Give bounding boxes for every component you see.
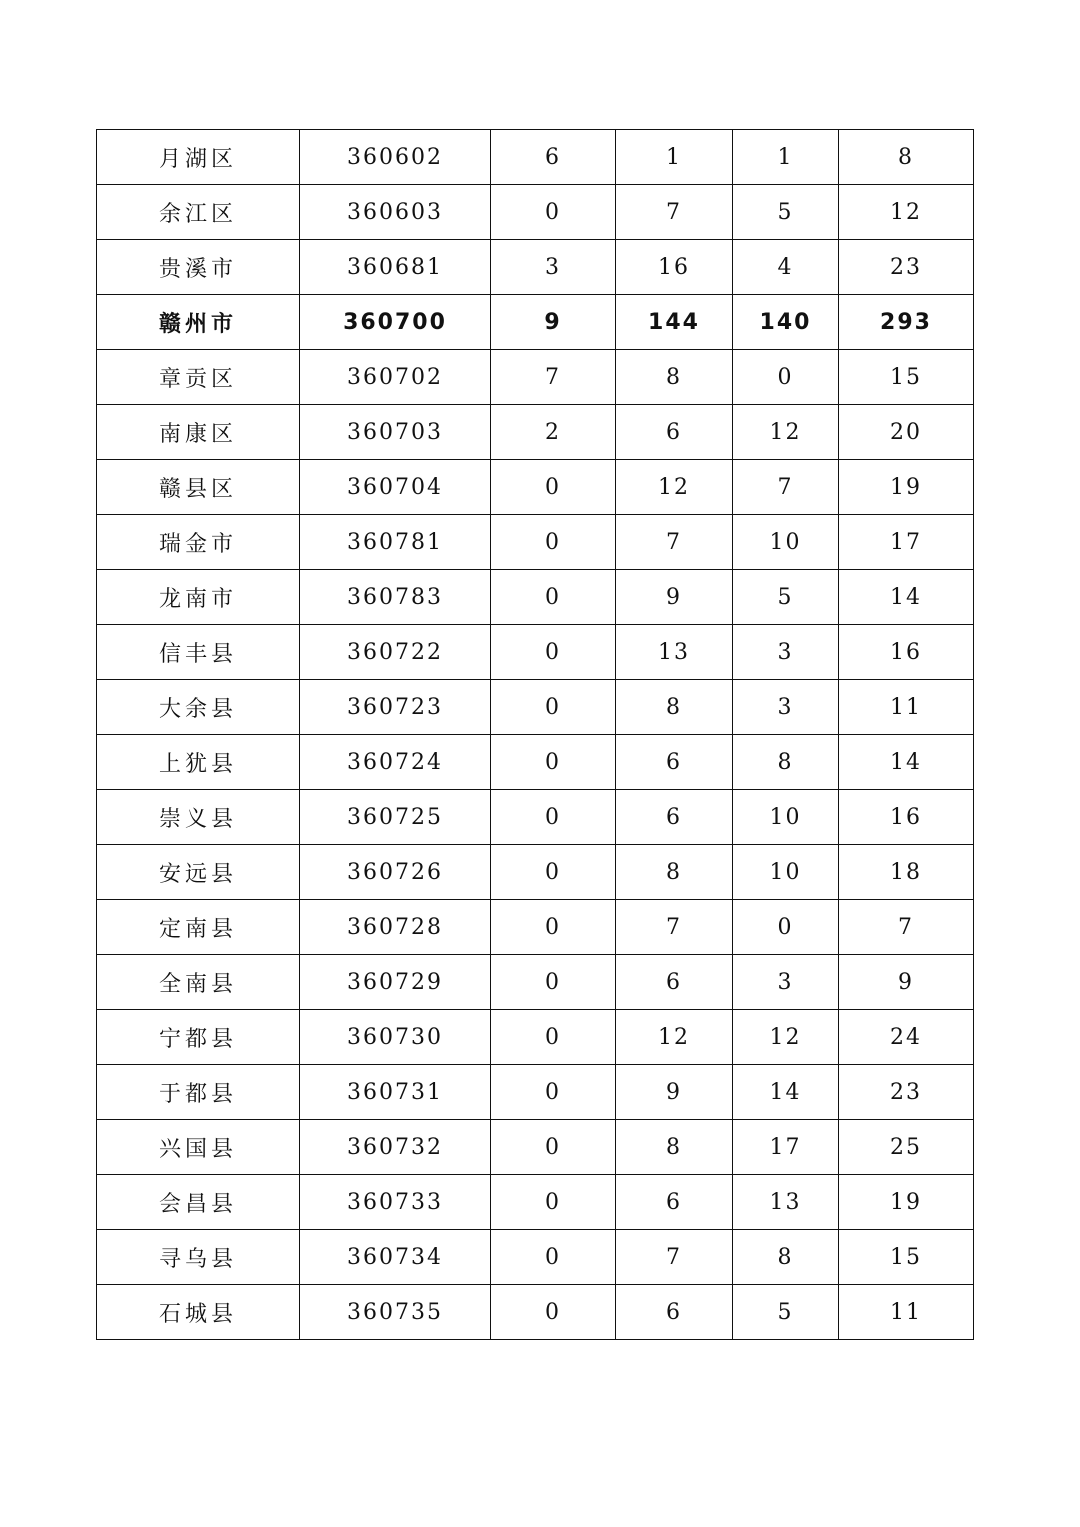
cell-value-1: 0 xyxy=(491,900,616,955)
cell-value-3: 3 xyxy=(733,680,839,735)
table-row xyxy=(97,130,974,185)
table-row xyxy=(97,1010,974,1065)
cell-value-3: 10 xyxy=(733,790,839,845)
table-row xyxy=(97,955,974,1010)
cell-value-1: 0 xyxy=(491,735,616,790)
cell-value-3: 3 xyxy=(733,955,839,1010)
cell-region-code: 360733 xyxy=(300,1175,491,1230)
table-row xyxy=(97,515,974,570)
table-row xyxy=(97,680,974,735)
table-row xyxy=(97,735,974,790)
cell-region-name: 宁都县 xyxy=(97,1010,300,1065)
table-row xyxy=(97,185,974,240)
cell-region-name: 赣州市 xyxy=(97,295,300,350)
cell-value-2: 9 xyxy=(616,570,733,625)
cell-value-2: 13 xyxy=(616,625,733,680)
cell-region-code: 360732 xyxy=(300,1120,491,1175)
cell-value-3: 13 xyxy=(733,1175,839,1230)
cell-total: 16 xyxy=(839,625,974,680)
cell-region-name: 安远县 xyxy=(97,845,300,900)
cell-value-3: 140 xyxy=(733,295,839,350)
cell-region-code: 360724 xyxy=(300,735,491,790)
cell-value-3: 3 xyxy=(733,625,839,680)
cell-total: 15 xyxy=(839,1230,974,1285)
cell-value-1: 2 xyxy=(491,405,616,460)
cell-region-name: 章贡区 xyxy=(97,350,300,405)
table-row xyxy=(97,625,974,680)
cell-value-3: 1 xyxy=(733,130,839,185)
cell-region-code: 360700 xyxy=(300,295,491,350)
cell-value-1: 0 xyxy=(491,515,616,570)
cell-value-3: 5 xyxy=(733,185,839,240)
cell-region-code: 360734 xyxy=(300,1230,491,1285)
cell-region-code: 360723 xyxy=(300,680,491,735)
cell-value-2: 12 xyxy=(616,460,733,515)
cell-value-1: 0 xyxy=(491,460,616,515)
cell-value-3: 8 xyxy=(733,735,839,790)
cell-value-1: 0 xyxy=(491,570,616,625)
cell-region-code: 360681 xyxy=(300,240,491,295)
cell-region-code: 360702 xyxy=(300,350,491,405)
table-row xyxy=(97,1065,974,1120)
cell-value-3: 4 xyxy=(733,240,839,295)
cell-region-code: 360703 xyxy=(300,405,491,460)
cell-value-3: 12 xyxy=(733,1010,839,1065)
cell-region-name: 上犹县 xyxy=(97,735,300,790)
cell-value-1: 6 xyxy=(491,130,616,185)
table-row xyxy=(97,845,974,900)
cell-value-1: 0 xyxy=(491,1065,616,1120)
cell-value-3: 7 xyxy=(733,460,839,515)
cell-region-code: 360726 xyxy=(300,845,491,900)
cell-total: 293 xyxy=(839,295,974,350)
cell-region-code: 360729 xyxy=(300,955,491,1010)
cell-value-1: 0 xyxy=(491,790,616,845)
table-row xyxy=(97,900,974,955)
cell-region-code: 360603 xyxy=(300,185,491,240)
cell-value-2: 8 xyxy=(616,350,733,405)
cell-value-2: 7 xyxy=(616,185,733,240)
cell-value-2: 8 xyxy=(616,845,733,900)
cell-total: 16 xyxy=(839,790,974,845)
cell-value-2: 7 xyxy=(616,1230,733,1285)
cell-region-name: 崇义县 xyxy=(97,790,300,845)
cell-total: 18 xyxy=(839,845,974,900)
cell-value-1: 3 xyxy=(491,240,616,295)
cell-total: 17 xyxy=(839,515,974,570)
cell-value-2: 6 xyxy=(616,790,733,845)
cell-value-1: 0 xyxy=(491,1120,616,1175)
cell-total: 9 xyxy=(839,955,974,1010)
cell-value-1: 0 xyxy=(491,185,616,240)
table-row xyxy=(97,460,974,515)
cell-total: 19 xyxy=(839,460,974,515)
cell-value-2: 9 xyxy=(616,1065,733,1120)
cell-value-1: 0 xyxy=(491,1230,616,1285)
cell-region-code: 360781 xyxy=(300,515,491,570)
cell-value-3: 0 xyxy=(733,900,839,955)
cell-region-code: 360725 xyxy=(300,790,491,845)
table-row xyxy=(97,1120,974,1175)
cell-value-1: 0 xyxy=(491,680,616,735)
cell-total: 19 xyxy=(839,1175,974,1230)
cell-region-code: 360728 xyxy=(300,900,491,955)
cell-total: 14 xyxy=(839,735,974,790)
cell-value-3: 14 xyxy=(733,1065,839,1120)
cell-value-3: 5 xyxy=(733,570,839,625)
cell-region-name: 赣县区 xyxy=(97,460,300,515)
cell-value-2: 6 xyxy=(616,405,733,460)
cell-region-name: 大余县 xyxy=(97,680,300,735)
cell-value-1: 0 xyxy=(491,1285,616,1340)
cell-region-name: 石城县 xyxy=(97,1285,300,1340)
cell-value-2: 7 xyxy=(616,900,733,955)
cell-value-3: 5 xyxy=(733,1285,839,1340)
cell-value-3: 0 xyxy=(733,350,839,405)
table-row xyxy=(97,790,974,845)
cell-value-1: 0 xyxy=(491,955,616,1010)
cell-region-name: 全南县 xyxy=(97,955,300,1010)
cell-value-3: 10 xyxy=(733,845,839,900)
cell-value-1: 7 xyxy=(491,350,616,405)
cell-region-name: 龙南市 xyxy=(97,570,300,625)
table-row xyxy=(97,1285,974,1340)
cell-region-name: 瑞金市 xyxy=(97,515,300,570)
table-row xyxy=(97,240,974,295)
cell-value-1: 9 xyxy=(491,295,616,350)
cell-total: 23 xyxy=(839,240,974,295)
cell-region-name: 月湖区 xyxy=(97,130,300,185)
table-body xyxy=(97,130,974,1340)
cell-value-3: 10 xyxy=(733,515,839,570)
cell-value-1: 0 xyxy=(491,1010,616,1065)
cell-value-2: 6 xyxy=(616,1175,733,1230)
cell-total: 7 xyxy=(839,900,974,955)
cell-region-name: 信丰县 xyxy=(97,625,300,680)
table-row xyxy=(97,350,974,405)
cell-total: 15 xyxy=(839,350,974,405)
cell-value-2: 144 xyxy=(616,295,733,350)
cell-region-name: 南康区 xyxy=(97,405,300,460)
cell-value-3: 17 xyxy=(733,1120,839,1175)
table-row xyxy=(97,1175,974,1230)
cell-value-2: 8 xyxy=(616,1120,733,1175)
cell-value-1: 0 xyxy=(491,845,616,900)
cell-region-name: 寻乌县 xyxy=(97,1230,300,1285)
cell-total: 12 xyxy=(839,185,974,240)
cell-total: 24 xyxy=(839,1010,974,1065)
cell-region-name: 于都县 xyxy=(97,1065,300,1120)
cell-value-2: 16 xyxy=(616,240,733,295)
cell-region-name: 贵溪市 xyxy=(97,240,300,295)
cell-total: 8 xyxy=(839,130,974,185)
table-row xyxy=(97,405,974,460)
cell-region-code: 360731 xyxy=(300,1065,491,1120)
cell-region-code: 360783 xyxy=(300,570,491,625)
cell-total: 23 xyxy=(839,1065,974,1120)
cell-total: 20 xyxy=(839,405,974,460)
cell-region-name: 余江区 xyxy=(97,185,300,240)
cell-total: 11 xyxy=(839,680,974,735)
cell-value-3: 8 xyxy=(733,1230,839,1285)
table-row xyxy=(97,295,974,350)
cell-value-3: 12 xyxy=(733,405,839,460)
cell-total: 14 xyxy=(839,570,974,625)
cell-region-code: 360730 xyxy=(300,1010,491,1065)
statistics-table xyxy=(96,129,974,1340)
cell-value-2: 6 xyxy=(616,735,733,790)
table-row xyxy=(97,1230,974,1285)
cell-region-code: 360722 xyxy=(300,625,491,680)
cell-total: 11 xyxy=(839,1285,974,1340)
cell-region-code: 360735 xyxy=(300,1285,491,1340)
cell-total: 25 xyxy=(839,1120,974,1175)
cell-region-name: 会昌县 xyxy=(97,1175,300,1230)
cell-value-2: 1 xyxy=(616,130,733,185)
cell-value-2: 6 xyxy=(616,955,733,1010)
table-row xyxy=(97,570,974,625)
cell-region-name: 定南县 xyxy=(97,900,300,955)
cell-value-2: 8 xyxy=(616,680,733,735)
cell-value-1: 0 xyxy=(491,625,616,680)
cell-value-2: 6 xyxy=(616,1285,733,1340)
cell-value-2: 7 xyxy=(616,515,733,570)
cell-region-name: 兴国县 xyxy=(97,1120,300,1175)
cell-region-code: 360602 xyxy=(300,130,491,185)
cell-region-code: 360704 xyxy=(300,460,491,515)
cell-value-2: 12 xyxy=(616,1010,733,1065)
cell-value-1: 0 xyxy=(491,1175,616,1230)
